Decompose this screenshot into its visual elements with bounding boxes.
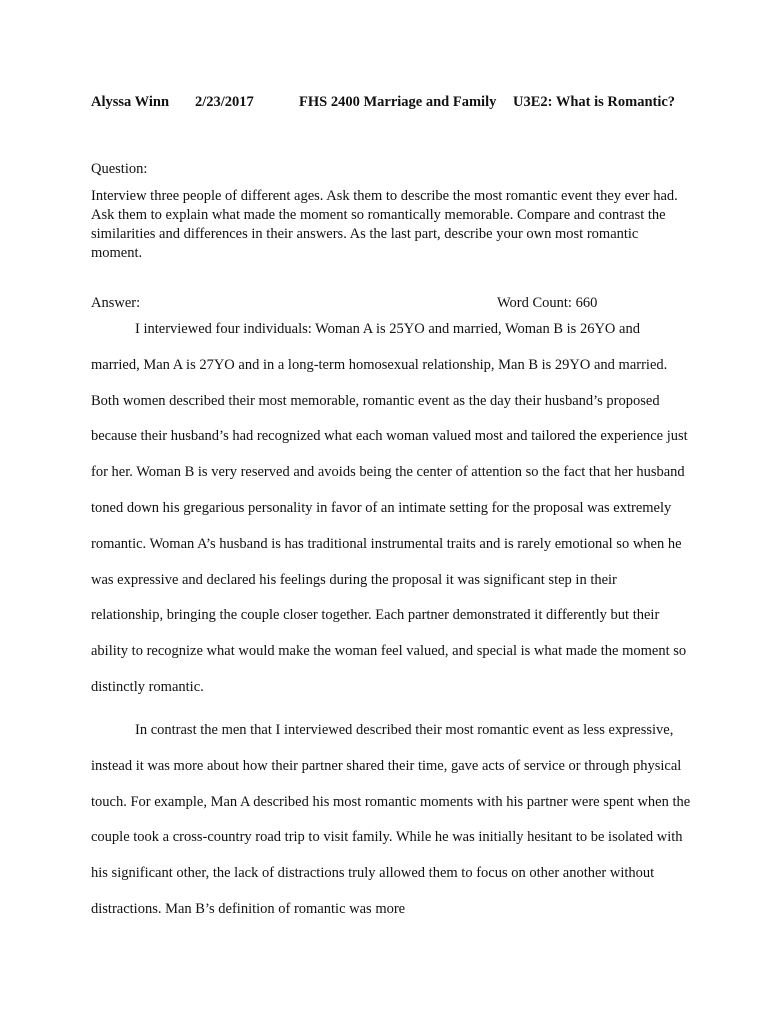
question-text: Interview three people of different ages. Ask them to describe the most romantic event they ever had. Ask them to explain what made the moment so romantically memorable. Compare and contrast the similarities and differences in their answers. As the last part, describe your own most romantic moment.: [91, 188, 678, 261]
author-name: Alyssa Winn: [91, 94, 170, 110]
word-count-label: Word Count:: [497, 295, 572, 311]
word-count-value: 660: [575, 295, 598, 311]
document-date: 2/23/2017: [195, 94, 254, 110]
body-paragraph-2: In contrast the men that I interviewed described their most romantic event as less expressive, instead it was more about how their partner shared their time, gave acts of service or through physical touch. For example, Man A described his most romantic moments with his partner were spent when the couple took a cross-country road trip to visit family. While he was initially hesitant to be isolated with his significant other, the lack of distractions truly allowed them to focus on other another without distractions. Man B’s definition of romantic was more: [91, 722, 691, 917]
body-paragraph-1: I interviewed four individuals: Woman A is 25YO and married, Woman B is 26YO and married, Man A is 27YO and in a long-term homosexual relationship, Man B is 29YO and married. Both women described their most memorable, romantic event as the day their husband’s proposed because their husband’s had recognized what each woman valued most and tailored the experience just for her. Woman B is very reserved and avoids being the center of attention so the fact that her husband toned down his gregarious personality in favor of an intimate setting for the proposal was extremely romantic. Woman A’s husband is has traditional instrumental traits and is rarely emotional so when he was expressive and declared his feelings during the proposal it was significant step in their relationship, bringing the couple closer together. Each partner demonstrated it differently but their ability to recognize what would make the woman feel valued, and special is what made the moment so distinctly romantic.: [91, 321, 688, 695]
word-count: [497, 295, 597, 312]
assignment-title: U3E2: What is Romantic?: [513, 94, 676, 110]
course-title: FHS 2400 Marriage and Family: [299, 94, 497, 110]
document-header: [91, 93, 691, 112]
answer-label: Answer:: [91, 295, 141, 311]
question-label: Question:: [91, 161, 148, 177]
